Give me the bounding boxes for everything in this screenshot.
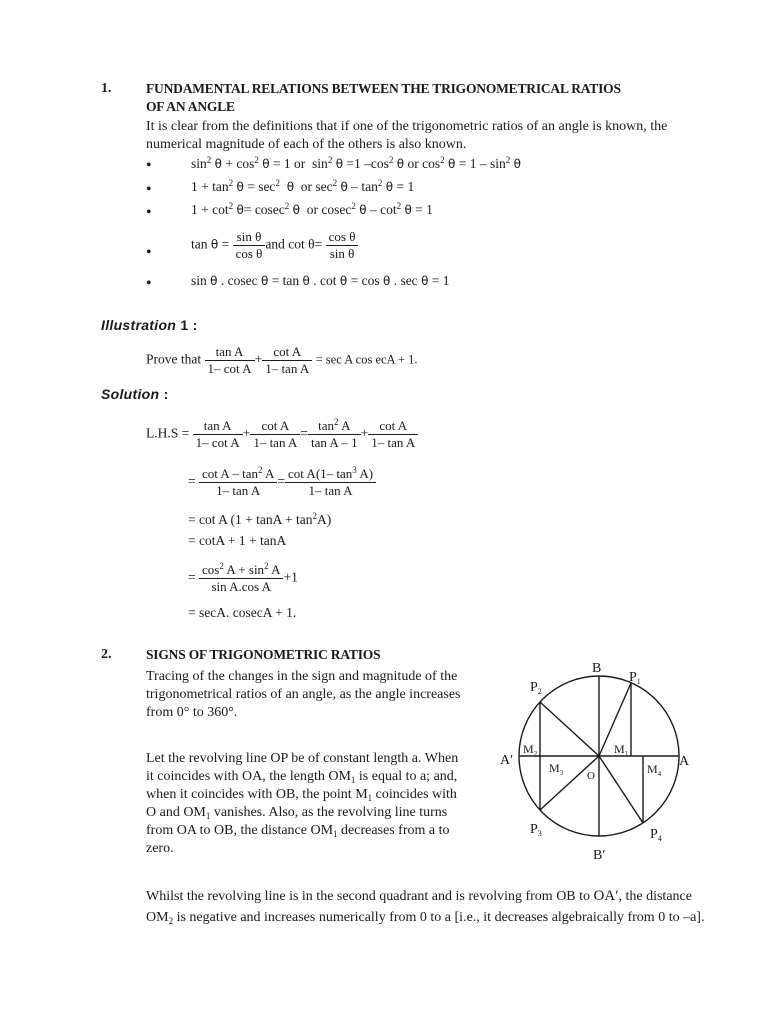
section-title: SIGNS OF TRIGONOMETRIC RATIOS [146,647,381,662]
label-a: A [679,754,690,769]
label-p2: $P_2$ [530,680,542,696]
bullet: • [146,275,152,292]
radius-op2 [540,702,599,756]
paragraph: It is clear from the definitions that if one of the trigonometric ratios of an angle is known, the [146,119,668,134]
paragraph: Tracing of the changes in the sign and magnitude of the trigonometrical ratios of an angle, as the angle increases from 0° to 360°. [146,669,461,720]
paragraph: $OM_2$ is negative and increases numerically from 0 to a [i.e., it decreases algebraically from 0 to –a]. [146,910,705,926]
label-m3: $M_3$ [549,761,564,777]
label-a-prime: A′ [500,753,514,768]
section-number: 1. [101,81,112,96]
bullet: • [146,181,152,198]
solution-step-2: = $\frac{\cot A - \tan^2 A}{\text{1– tan A}}$ = $\frac{\cot A(1- \tan^3 A)}{\text{1– tan A}}$ [188,466,376,499]
radius-op4 [599,756,643,823]
label-p1: $P_1$ [629,670,641,686]
bullet: • [146,244,152,261]
solution-step-1: L.H.S = $\frac{\text{tan A}}{\text{1– cot A}}$ + $\frac{\text{cot A}}{\text{1– tan A}}$ = $\frac{\tan^2 A}{\text{tan A – 1}}$ + $\frac{\text{cot A}}{\text{1– tan A}}$ [146,418,418,451]
label-m1: $M_1$ [614,742,629,758]
identity-tan-sec: $1 + \tan^2 \theta = \sec^2 \theta$ or $\sec^2 \theta - \tan^2 \theta = 1$ [191,178,415,194]
solution-step-6: = secA. cosecA + 1. [188,605,297,620]
identity-cot-cosec: $1 + \cot^2 \theta= cosec^2$ θ or cosec$^2$ $\theta - \cot^2 \theta = 1$ [191,201,433,217]
paragraph: Whilst the revolving line is in the second quadrant and is revolving from OB to OA′, the distance [146,888,692,904]
label-m2: $M_2$ [523,742,538,758]
bullet: • [146,157,152,174]
section-title-line2: OF AN ANGLE [146,99,235,114]
paragraph: Let the revolving line OP be of constant length a. When it coincides with OA, the length $OM_1$ is equal to a; and, when it coincides with OB, the point $M_1$ coincides with O and $OM_1$ vanishes. Also, as the revolving line turns from OA to OB, the distance $OM_1$ decreases from a to zero. [146,751,459,856]
label-p4: $P_4$ [650,827,662,843]
unit-circle-diagram [495,655,695,865]
illustration-statement: Prove that $\frac{\text{tan A}}{\text{1– cot A}}$ + $\frac{\text{cot A}}{\text{1– tan A}}$ = sec A cos ecA + 1. [146,344,418,376]
solution-step-3: = cot A $(1 + \tan A + \tan^2A)$ [188,511,332,527]
label-p3: $P_3$ [530,822,542,838]
solution-step-4: = cotA + 1 + tanA [188,533,287,548]
section-title: FUNDAMENTAL RELATIONS BETWEEN THE TRIGONOMETRICAL RATIOS [146,81,621,96]
label-o: O [587,770,595,782]
label-b-prime: B′ [593,848,606,863]
label-m4: $M_4$ [647,762,662,778]
identity-tan-cot-quotient: tan θ = $\frac{\text{sin θ}}{\text{cos θ}}$ and cot θ= $\frac{\text{cos θ}}{\text{sin θ}}$ [191,229,358,262]
illustration-label: Illustration 1 : [101,317,198,333]
solution-step-5: = $\frac{\cos^2 A + \sin^2 A}{\text{sin A.cos A}}$ +1 [188,561,298,594]
identity-pythagorean: $\sin^2 \theta + \cos^2 \theta = 1$ or $\sin^2 \theta =1$ $-\cos^2$ θ or $\cos^2 \theta = 1 - \sin^2 \theta$ [191,155,521,171]
bullet: • [146,204,152,221]
label-b: B [592,661,602,676]
solution-label: Solution : [101,386,169,402]
identity-reciprocal-products: sin θ . cosec θ = tan θ . cot θ = cos θ . sec θ = 1 [191,273,450,288]
section-number: 2. [101,647,112,662]
paragraph: numerical magnitude of each of the others is also known. [146,137,467,152]
